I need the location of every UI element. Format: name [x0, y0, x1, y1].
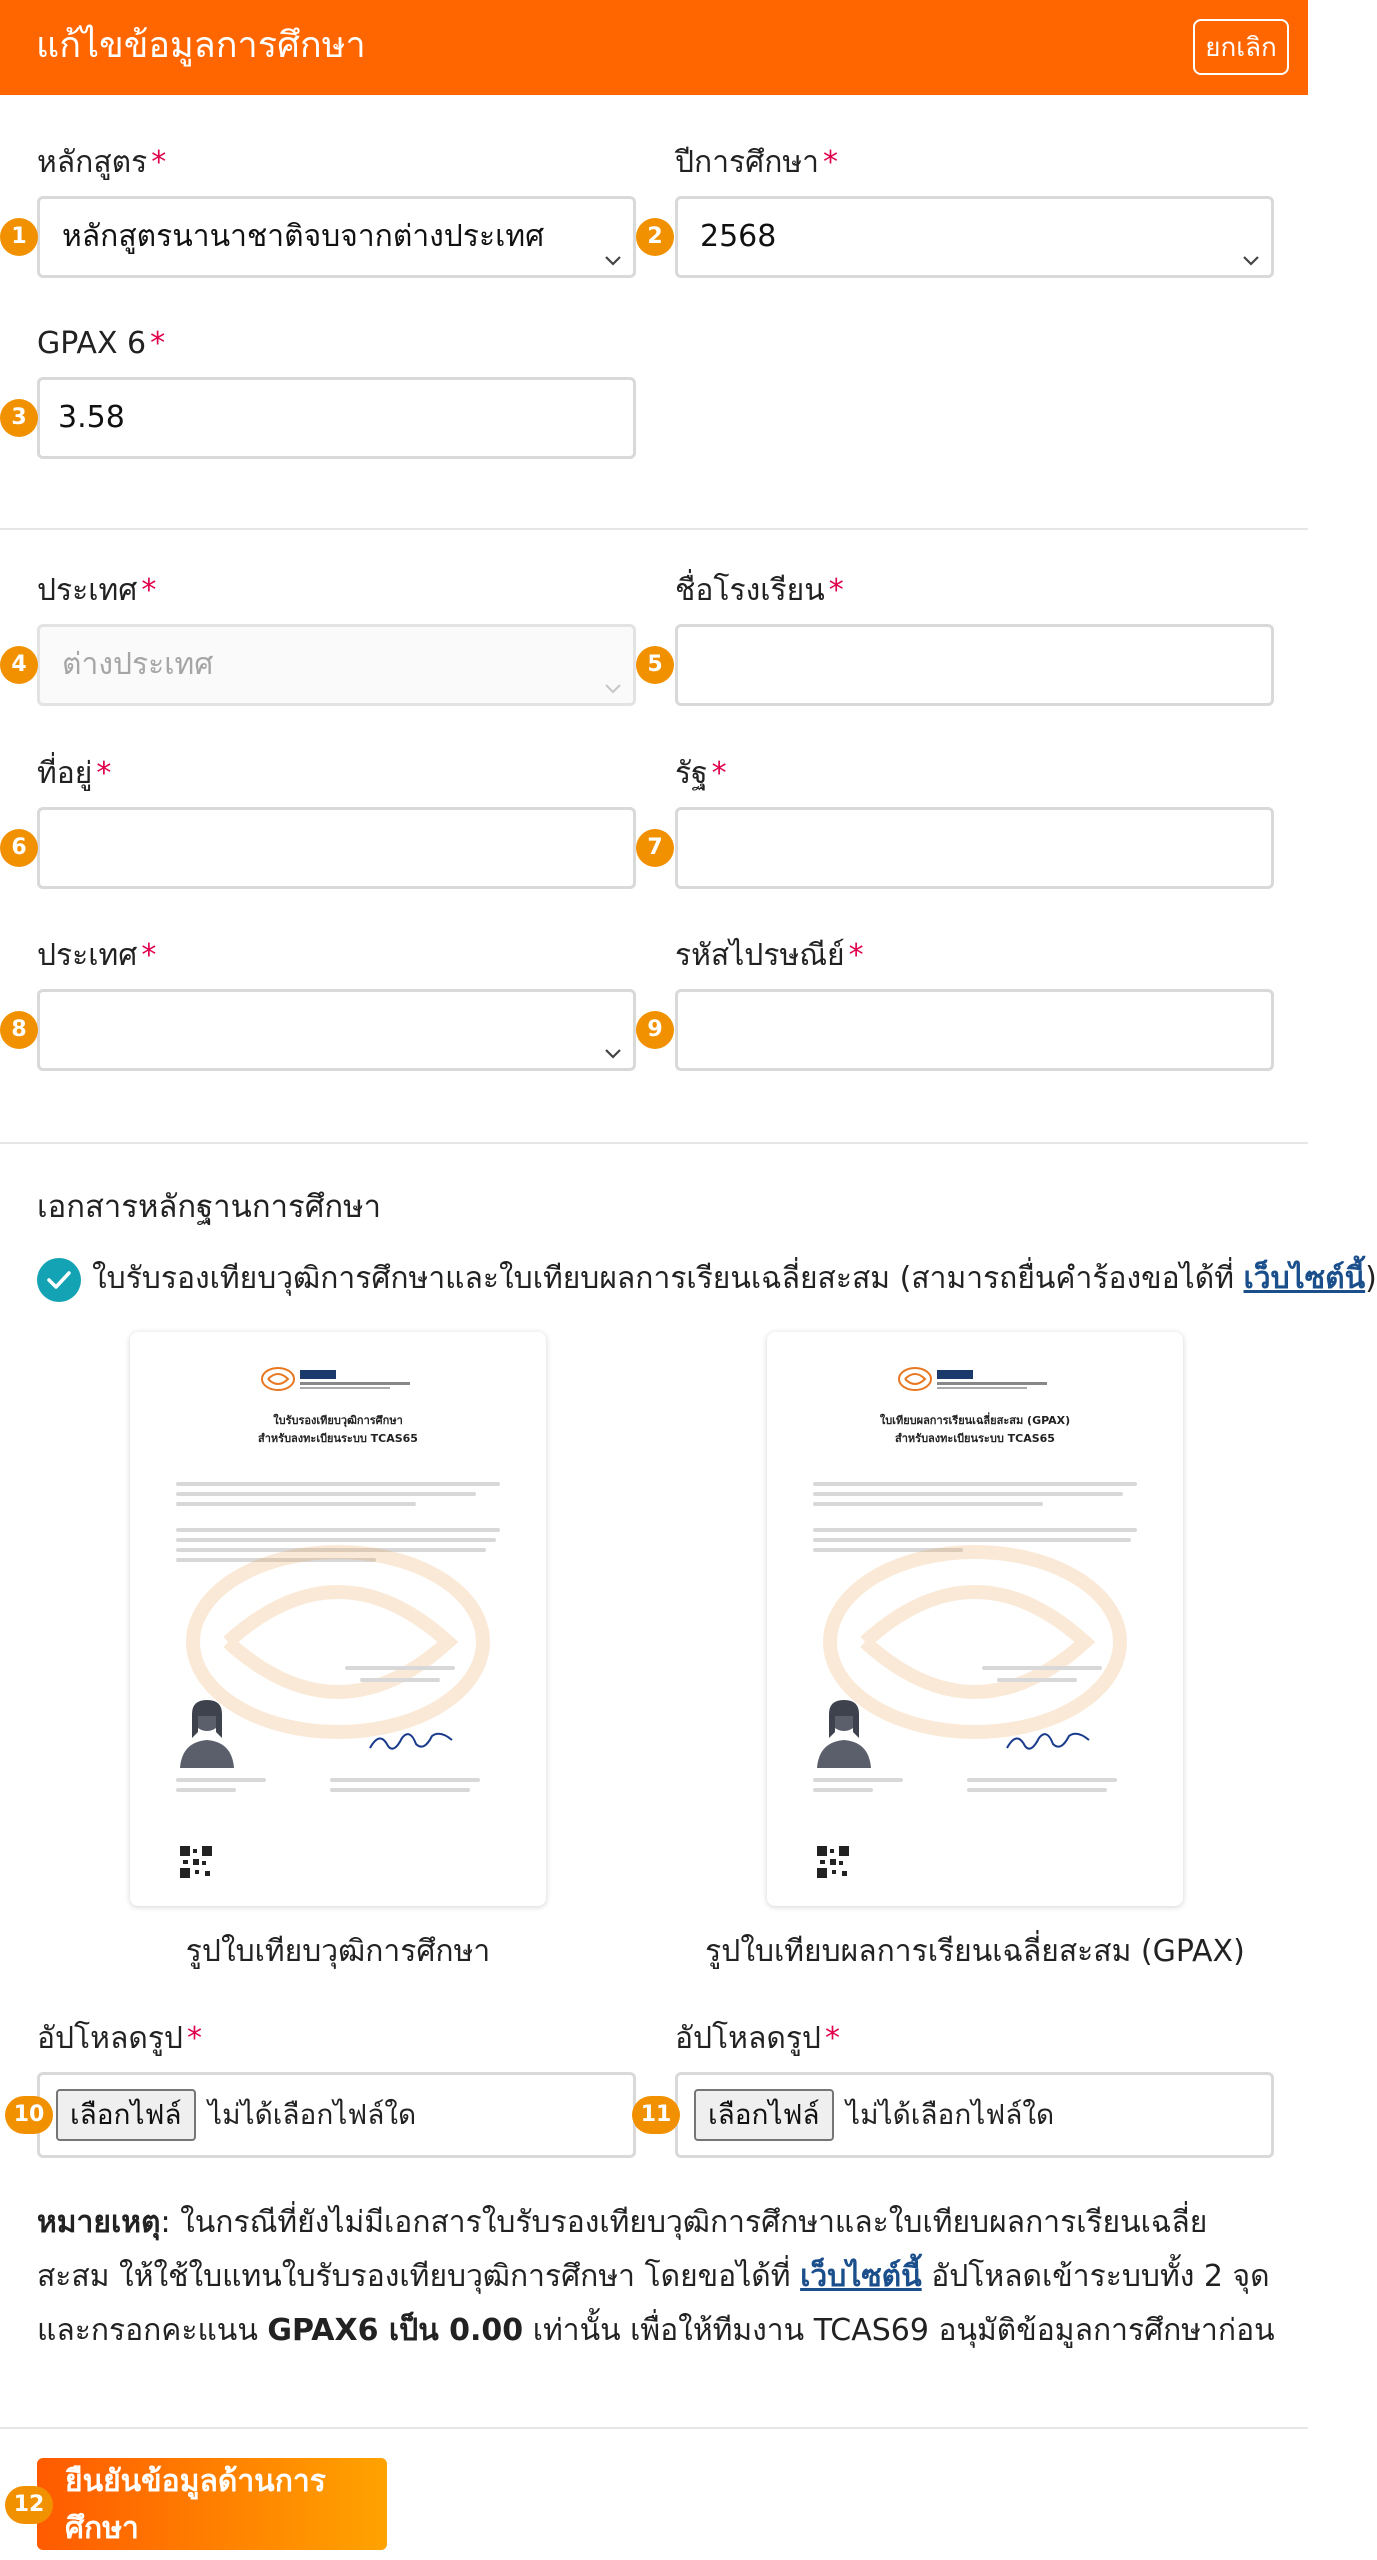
country2-label: ประเทศ *	[37, 938, 157, 973]
marker-badge: 1	[0, 218, 38, 256]
institution-logo-icon	[260, 1364, 420, 1394]
chevron-down-icon	[601, 1018, 625, 1042]
submit-education-button[interactable]: ยืนยันข้อมูลด้านการศึกษา	[37, 2458, 387, 2550]
choose-file-button[interactable]: เลือกไฟล์	[56, 2089, 196, 2141]
state-input[interactable]	[675, 807, 1274, 889]
marker-badge: 8	[0, 1011, 38, 1049]
page-title: แก้ไขข้อมูลการศึกษา	[36, 25, 366, 66]
certificate-sample-image	[130, 1332, 546, 1906]
signature-icon	[366, 1724, 456, 1758]
address-label: ที่อยู่ *	[37, 756, 112, 791]
marker-badge: 12	[5, 2486, 53, 2524]
school-name-input[interactable]	[675, 624, 1274, 706]
certificate-caption: รูปใบเทียบวุฒิการศึกษา	[185, 1934, 491, 1969]
gpax-label: GPAX 6 *	[37, 326, 166, 361]
year-select[interactable]	[675, 196, 1274, 278]
marker-badge: 4	[0, 646, 38, 684]
upload-gpax-input[interactable]	[675, 2072, 1274, 2158]
curriculum-value: หลักสูตรนานาชาติจบจากต่างประเทศ	[62, 219, 545, 254]
section-divider	[0, 1142, 1308, 1144]
documents-checkbox-label: ใบรับรองเทียบวุฒิการศึกษาและใบเทียบผลการเรียนเฉลี่ยสะสม (สามารถยื่นคำร้องขอได้ที่ เว็บไซต์นี้)	[92, 1261, 1377, 1296]
marker-badge: 5	[636, 646, 674, 684]
section-divider	[0, 528, 1308, 530]
marker-badge: 7	[636, 829, 674, 867]
year-value: 2568	[700, 219, 777, 254]
year-label: ปีการศึกษา *	[675, 145, 838, 180]
address-input[interactable]	[37, 807, 636, 889]
curriculum-select[interactable]	[37, 196, 636, 278]
chevron-down-icon	[601, 225, 625, 249]
check-icon	[46, 1269, 72, 1291]
marker-badge: 9	[636, 1011, 674, 1049]
choose-file-button[interactable]: เลือกไฟล์	[694, 2089, 834, 2141]
file-status: ไม่ได้เลือกไฟล์ใด	[208, 2098, 417, 2131]
postal-label: รหัสไปรษณีย์ *	[675, 938, 864, 973]
cancel-button[interactable]: ยกเลิก	[1193, 19, 1289, 75]
qr-code-icon	[180, 1846, 212, 1878]
school-name-label: ชื่อโรงเรียน *	[675, 573, 844, 608]
state-label: รัฐ *	[675, 756, 727, 791]
country2-select[interactable]	[37, 989, 636, 1071]
certificate-title: ใบเทียบผลการเรียนเฉลี่ยสะสม (GPAX) สำหรับลงทะเบียนระบบ TCAS65	[879, 1414, 1071, 1445]
section-divider	[0, 2427, 1308, 2429]
substitute-document-link[interactable]: เว็บไซต์นี้	[800, 2259, 922, 2294]
signature-icon	[1003, 1724, 1093, 1758]
marker-badge: 11	[632, 2096, 680, 2134]
institution-logo-icon	[897, 1364, 1057, 1394]
avatar-icon	[813, 1692, 875, 1768]
marker-badge: 10	[5, 2096, 53, 2134]
upload-certificate-input[interactable]	[37, 2072, 636, 2158]
postal-input[interactable]	[675, 989, 1274, 1071]
gpax-input[interactable]	[37, 377, 636, 459]
chevron-down-icon	[601, 653, 625, 677]
chevron-down-icon	[1239, 225, 1263, 249]
upload-certificate-label: อัปโหลดรูป *	[37, 2021, 202, 2056]
marker-badge: 2	[636, 218, 674, 256]
country-value: ต่างประเทศ	[62, 647, 214, 682]
upload-gpax-label: อัปโหลดรูป *	[675, 2021, 840, 2056]
documents-checkbox[interactable]	[37, 1258, 81, 1302]
country-label: ประเทศ *	[37, 573, 157, 608]
marker-badge: 3	[0, 399, 38, 437]
avatar-icon	[176, 1692, 238, 1768]
certificate-title: ใบรับรองเทียบวุฒิการศึกษา สำหรับลงทะเบียนระบบ TCAS65	[258, 1414, 418, 1445]
gpax-caption: รูปใบเทียบผลการเรียนเฉลี่ยสะสม (GPAX)	[705, 1934, 1245, 1969]
file-status: ไม่ได้เลือกไฟล์ใด	[846, 2098, 1055, 2131]
gpax-transcript-sample-image	[767, 1332, 1183, 1906]
curriculum-label: หลักสูตร *	[37, 145, 167, 180]
country-select	[37, 624, 636, 706]
note-text: หมายเหตุ: ในกรณีที่ยังไม่มีเอกสารใบรับรองเทียบวุฒิการศึกษาและใบเทียบผลการเรียนเฉลี่ยสะสม ให้ใช้ใบแทนใบรับรองเทียบวุฒิการศึกษา โดยขอได้ที่ เว็บไซต์นี้ อัปโหลดเข้าระบบทั้ง 2 จุด และกรอกคะแนน GPAX6 เป็น 0.00 เท่านั้น เพื่อให้ทีมงาน TCAS69 อนุมัติข้อมูลการศึกษาก่อน	[37, 2205, 1275, 2348]
documents-title: เอกสารหลักฐานการศึกษา	[37, 1189, 381, 1225]
gpax-value: 3.58	[58, 400, 125, 435]
marker-badge: 6	[0, 829, 38, 867]
request-website-link[interactable]: เว็บไซต์นี้	[1243, 1261, 1366, 1296]
page-header	[0, 0, 1308, 95]
qr-code-icon	[817, 1846, 849, 1878]
